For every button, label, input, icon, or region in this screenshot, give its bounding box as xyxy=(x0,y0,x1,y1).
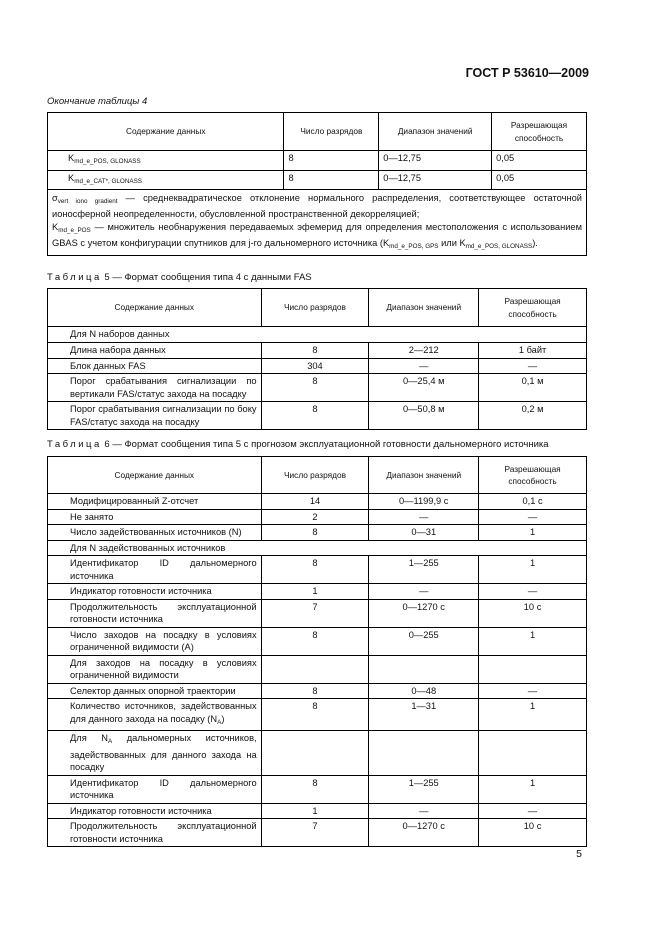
table5-row-range: 2—212 xyxy=(369,343,479,359)
table6-row-bits: 7 xyxy=(261,819,369,847)
table5-row-resolution: 0,2 м xyxy=(479,402,587,430)
table-row xyxy=(48,584,587,600)
table6-row-resolution: — xyxy=(479,509,587,525)
table6-row-bits: 8 xyxy=(261,627,369,655)
table6-row-bits: 2 xyxy=(261,509,369,525)
table4-row2-bits: 8 xyxy=(284,170,379,190)
table6-row-content: Для $N_A$ дальномерных источников, задействованных для данного захода на посадку xyxy=(48,731,262,776)
table6-row-resolution xyxy=(479,731,587,776)
table6-row-resolution: 10 с xyxy=(479,819,587,847)
table5-row-bits: 8 xyxy=(261,343,369,359)
table6-row-bits: 1 xyxy=(261,803,369,819)
table5-header-row xyxy=(48,289,587,327)
table6-row-range: 0—1199,9 с xyxy=(369,494,479,510)
table6-row-content: Индикатор готовности источника xyxy=(48,584,262,600)
table6-row-resolution: 1 xyxy=(479,699,587,731)
table6-row-content: Селектор данных опорной траектории xyxy=(48,683,262,699)
table5-row-resolution: — xyxy=(479,358,587,374)
table6-header-resolution: Разрешающая способность xyxy=(479,457,587,494)
table5-header-bits: Число разрядов xyxy=(261,289,369,327)
table5-header-range: Диапазон значений xyxy=(369,289,479,327)
table6-row-bits: 14 xyxy=(261,494,369,510)
table6-row-content: Не занято xyxy=(48,509,262,525)
table-row xyxy=(48,494,587,510)
table6-row-content: Для заходов на посадку в условиях ограниченной видимости xyxy=(48,655,262,683)
table6-row-content: Модифицированный Z-отсчет xyxy=(48,494,262,510)
table6-row-content: Идентификатор ID дальномерного источника xyxy=(48,775,262,803)
table4-header-content: Содержание данных xyxy=(48,113,284,151)
table6-row-range: 1—31 xyxy=(369,699,479,731)
table6-row-range: — xyxy=(369,584,479,600)
table4-note-row xyxy=(48,190,587,256)
table6-header-content: Содержание данных xyxy=(48,457,262,494)
table6-row-bits xyxy=(261,655,369,683)
table6-row-content: Число заходов на посадку в условиях ограниченной видимости (А) xyxy=(48,627,262,655)
table6-row-resolution: 1 xyxy=(479,627,587,655)
table5-row-bits: 304 xyxy=(261,358,369,374)
table-row xyxy=(48,151,587,171)
table6-row-resolution: 1 xyxy=(479,775,587,803)
table6-row-range: — xyxy=(369,509,479,525)
table4-row1-content: $K_{md\_e\_POS, GLONASS}$ xyxy=(48,151,284,171)
table6-row-range: 0—1270 с xyxy=(369,819,479,847)
table6-group-label: Для N задействованных источников xyxy=(48,540,587,556)
table4-header-bits: Число разрядов xyxy=(284,113,379,151)
table6-row-bits: 8 xyxy=(261,683,369,699)
table-row xyxy=(48,509,587,525)
table5-row-bits: 8 xyxy=(261,374,369,402)
table4-row1-range: 0—12,75 xyxy=(379,151,492,171)
table-row xyxy=(48,627,587,655)
table5-row-resolution: 0,1 м xyxy=(479,374,587,402)
table6-row-resolution: — xyxy=(479,803,587,819)
table-row xyxy=(48,374,587,402)
table6-row-range: 0—255 xyxy=(369,627,479,655)
table4 xyxy=(47,112,587,256)
table5-row-content: Порог срабатывания сигнализации по боку FAS/статус захода на посадку xyxy=(48,402,262,430)
table5-row-content: Длина набора данных xyxy=(48,343,262,359)
table6-row-resolution: 10 с xyxy=(479,599,587,627)
table-row xyxy=(48,803,587,819)
table6-row-resolution: — xyxy=(479,683,587,699)
table5-row-range: — xyxy=(369,358,479,374)
table6 xyxy=(47,456,587,847)
table-row xyxy=(48,683,587,699)
table-row xyxy=(48,358,587,374)
table-row xyxy=(48,540,587,556)
table5-group-label: Для N наборов данных xyxy=(48,327,587,343)
table-row xyxy=(48,556,587,584)
table5-header-resolution: Разрешающая способность xyxy=(479,289,587,327)
table6-row-range: 0—48 xyxy=(369,683,479,699)
table6-row-bits: 8 xyxy=(261,775,369,803)
table6-row-range: 0—31 xyxy=(369,525,479,541)
table5-row-range: 0—25,4 м xyxy=(369,374,479,402)
table6-row-resolution: 0,1 с xyxy=(479,494,587,510)
table6-row-resolution: — xyxy=(479,584,587,600)
table4-header-row xyxy=(48,113,587,151)
table6-row-bits: 8 xyxy=(261,556,369,584)
table4-row2-range: 0—12,75 xyxy=(379,170,492,190)
table6-row-range: 0—1270 с xyxy=(369,599,479,627)
table6-row-bits: 1 xyxy=(261,584,369,600)
table6-header-row xyxy=(48,457,587,494)
table4-caption: Окончание таблицы 4 xyxy=(47,96,148,107)
table5-row-content: Блок данных FAS xyxy=(48,358,262,374)
table6-row-content: Идентификатор ID дальномерного источника xyxy=(48,556,262,584)
table-row xyxy=(48,699,587,731)
table6-row-range: — xyxy=(369,803,479,819)
table6-row-bits: 8 xyxy=(261,525,369,541)
table5-row-range: 0—50,8 м xyxy=(369,402,479,430)
table-row xyxy=(48,343,587,359)
table4-row2-resolution: 0,05 xyxy=(492,170,587,190)
table6-row-content: Продолжительность эксплуатационной готовности источника xyxy=(48,599,262,627)
table6-header-range: Диапазон значений xyxy=(369,457,479,494)
page-number: 5 xyxy=(576,848,582,860)
table6-row-range: 1—255 xyxy=(369,556,479,584)
table4-header-resolution: Разрешающая способность xyxy=(492,113,587,151)
table4-row1-resolution: 0,05 xyxy=(492,151,587,171)
table5-caption: Таблица 5 — Формат сообщения типа 4 с данными FAS xyxy=(47,272,312,283)
table6-row-bits: 8 xyxy=(261,699,369,731)
table6-row-content: Индикатор готовности источника xyxy=(48,803,262,819)
table6-row-range xyxy=(369,655,479,683)
table-row xyxy=(48,170,587,190)
table4-header-range: Диапазон значений xyxy=(379,113,492,151)
table6-row-range xyxy=(369,731,479,776)
standard-code: ГОСТ Р 53610—2009 xyxy=(465,66,589,80)
table5-row-resolution: 1 байт xyxy=(479,343,587,359)
table6-row-resolution xyxy=(479,655,587,683)
table6-row-resolution: 1 xyxy=(479,525,587,541)
table6-caption: Таблица 6 — Формат сообщения типа 5 с прогнозом эксплуатационной готовности дальномерного источника xyxy=(47,439,549,450)
table5-group-row xyxy=(48,327,587,343)
table-row xyxy=(48,775,587,803)
table5-header-content: Содержание данных xyxy=(48,289,262,327)
table4-row1-bits: 8 xyxy=(284,151,379,171)
table-row xyxy=(48,819,587,847)
table-row xyxy=(48,599,587,627)
table6-row-content: Количество источников, задействованных для данного захода на посадку $(N_A)$ xyxy=(48,699,262,731)
table5-row-bits: 8 xyxy=(261,402,369,430)
table6-row-content: Продолжительность эксплуатационной готовности источника xyxy=(48,819,262,847)
table4-note: $\sigma_{vert iono gradient}$ — среднеквадратическое отклонение нормального распределения, соответствующее остаточной ионосферной неопределенности, обусловленной пространственной декорреляцией; $K_{md\_e\_POS}$ — множитель необнаружения передаваемых эфемерид для определения местоположения с использованием GBAS с учетом конфигурации спутников для j-го дальномерного источника ($K_{md\_e\_POS, GPS}$ или $K_{md\_e\_POS, GLONASS}$). xyxy=(48,190,587,256)
table-row xyxy=(48,731,587,776)
table5 xyxy=(47,288,587,430)
table6-header-bits: Число разрядов xyxy=(261,457,369,494)
table6-body xyxy=(48,494,587,847)
table6-row-bits xyxy=(261,731,369,776)
table4-row2-content: $K_{md\_e\_CAT*, GLONASS}$ xyxy=(48,170,284,190)
table6-row-range: 1—255 xyxy=(369,775,479,803)
table6-row-content: Число задействованных источников (N) xyxy=(48,525,262,541)
table-row xyxy=(48,402,587,430)
table6-row-resolution: 1 xyxy=(479,556,587,584)
table-row xyxy=(48,655,587,683)
table5-row-content: Порог срабатывания сигнализации по вертикали FAS/статус захода на посадку xyxy=(48,374,262,402)
table-row xyxy=(48,525,587,541)
table6-row-bits: 7 xyxy=(261,599,369,627)
